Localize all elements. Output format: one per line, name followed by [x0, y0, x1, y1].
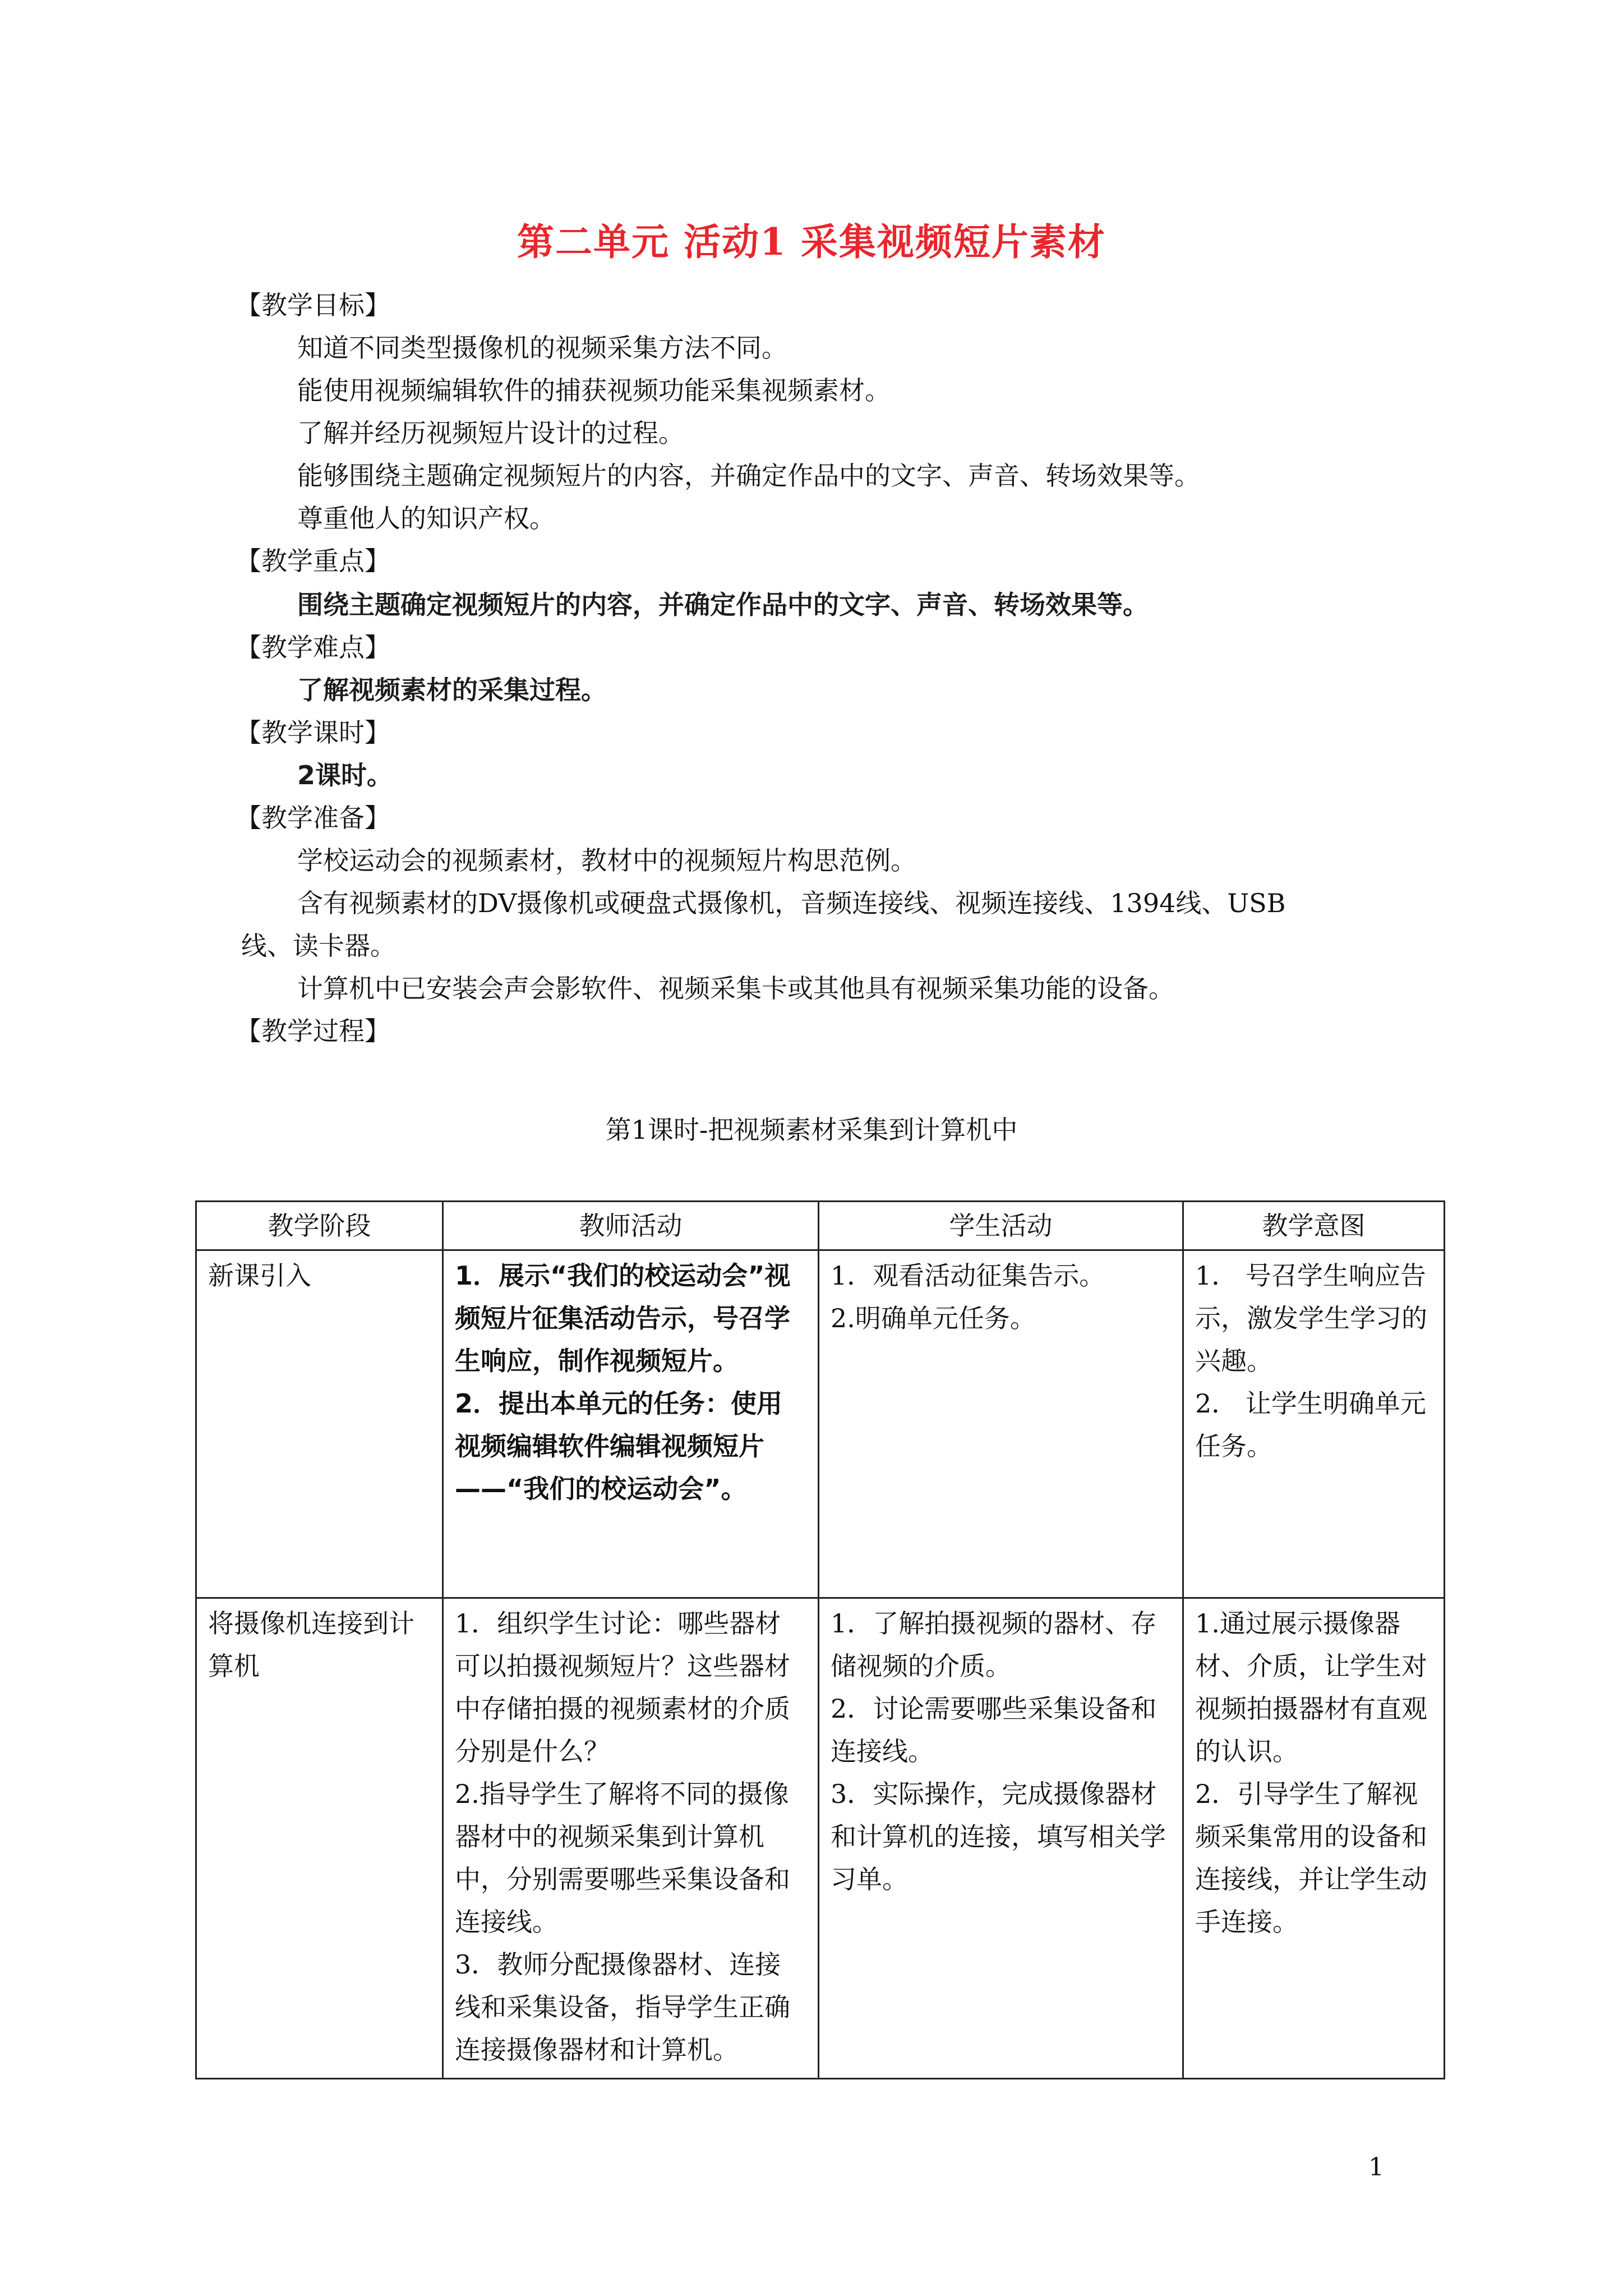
- intent-cell: [1183, 1250, 1445, 1598]
- page-number: 1: [1368, 2153, 1384, 2182]
- student-activity-item: 1．观看活动征集告示。: [831, 1260, 1105, 1291]
- teacher-activity-cell: [443, 1250, 819, 1598]
- stage-cell: 将摄像机连接到计算机: [196, 1598, 443, 2079]
- table-row: [196, 1598, 1445, 2079]
- student-activity-item: 2．讨论需要哪些采集设备和连接线。: [831, 1694, 1157, 1766]
- teacher-activity-item: 1．展示“我们的校运动会”视频短片征集活动告示，号召学生响应，制作视频短片。: [455, 1260, 791, 1376]
- page-title: 第二单元 活动1 采集视频短片素材: [517, 220, 1106, 264]
- lesson-subtitle: 第1课时-把视频素材采集到计算机中: [605, 1115, 1018, 1145]
- student-activity-item: 2.明确单元任务。: [831, 1303, 1036, 1333]
- intent-item: 2．引导学生了解视频采集常用的设备和连接线，并让学生动手连接。: [1195, 1779, 1427, 1937]
- hours-text: 2课时。: [297, 760, 393, 790]
- student-activity-cell: [819, 1250, 1183, 1598]
- preparation-line: 含有视频素材的DV摄像机或硬盘式摄像机，音频连接线、视频连接线、1394线、USB: [297, 888, 1286, 918]
- process-heading: 【教学过程】: [236, 1016, 390, 1046]
- preparation-line: 计算机中已安装会声会影软件、视频采集卡或其他具有视频采集功能的设备。: [297, 973, 1174, 1004]
- student-activity-item: 3．实际操作，完成摄像器材和计算机的连接，填写相关学习单。: [831, 1779, 1166, 1894]
- table-row: [196, 1250, 1445, 1598]
- objective-item: 能够围绕主题确定视频短片的内容，并确定作品中的文字、声音、转场效果等。: [297, 461, 1200, 491]
- column-header-student: 学生活动: [819, 1202, 1183, 1250]
- preparation-heading: 【教学准备】: [236, 803, 390, 833]
- objectives-heading: 【教学目标】: [236, 290, 390, 320]
- teacher-activity-item: 1．组织学生讨论：哪些器材可以拍摄视频短片？这些器材中存储拍摄的视频素材的介质分别是什么？: [455, 1608, 790, 1766]
- intent-item: 1.通过展示摄像器材、介质，让学生对视频拍摄器材有直观的认识。: [1195, 1608, 1427, 1766]
- intent-item: 1． 号召学生响应告示，激发学生学习的兴趣。: [1195, 1260, 1427, 1376]
- column-header-stage: 教学阶段: [196, 1202, 443, 1250]
- stage-cell: 新课引入: [196, 1250, 443, 1598]
- objective-item: 能使用视频编辑软件的捕获视频功能采集视频素材。: [297, 375, 891, 406]
- student-activity-item: 1．了解拍摄视频的器材、存储视频的介质。: [831, 1608, 1157, 1681]
- objective-item: 了解并经历视频短片设计的过程。: [297, 418, 684, 448]
- teacher-activity-item: 2.指导学生了解将不同的摄像器材中的视频采集到计算机中，分别需要哪些采集设备和连接线。: [455, 1779, 790, 1937]
- table-header-row: [196, 1202, 1445, 1250]
- difficulties-text: 了解视频素材的采集过程。: [297, 675, 607, 705]
- teacher-activity-cell: [443, 1598, 819, 2079]
- teacher-activity-item: 2．提出本单元的任务：使用视频编辑软件编辑视频短片——“我们的校运动会”。: [455, 1388, 783, 1504]
- objective-item: 尊重他人的知识产权。: [297, 503, 555, 533]
- key-points-heading: 【教学重点】: [236, 546, 390, 576]
- lesson-plan-table: [195, 1200, 1445, 2079]
- objective-item: 知道不同类型摄像机的视频采集方法不同。: [297, 333, 787, 363]
- intent-cell: [1183, 1598, 1445, 2079]
- column-header-teacher: 教师活动: [443, 1202, 819, 1250]
- preparation-line: 学校运动会的视频素材，教材中的视频短片构思范例。: [297, 845, 916, 876]
- key-points-text: 围绕主题确定视频短片的内容，并确定作品中的文字、声音、转场效果等。: [297, 590, 1149, 620]
- student-activity-cell: [819, 1598, 1183, 2079]
- hours-heading: 【教学课时】: [236, 717, 390, 748]
- difficulties-heading: 【教学难点】: [236, 632, 390, 662]
- teacher-activity-item: 3．教师分配摄像器材、连接线和采集设备，指导学生正确连接摄像器材和计算机。: [455, 1949, 790, 2065]
- preparation-line: 线、读卡器。: [241, 931, 396, 961]
- column-header-intent: 教学意图: [1183, 1202, 1445, 1250]
- intent-item: 2． 让学生明确单元任务。: [1195, 1388, 1426, 1461]
